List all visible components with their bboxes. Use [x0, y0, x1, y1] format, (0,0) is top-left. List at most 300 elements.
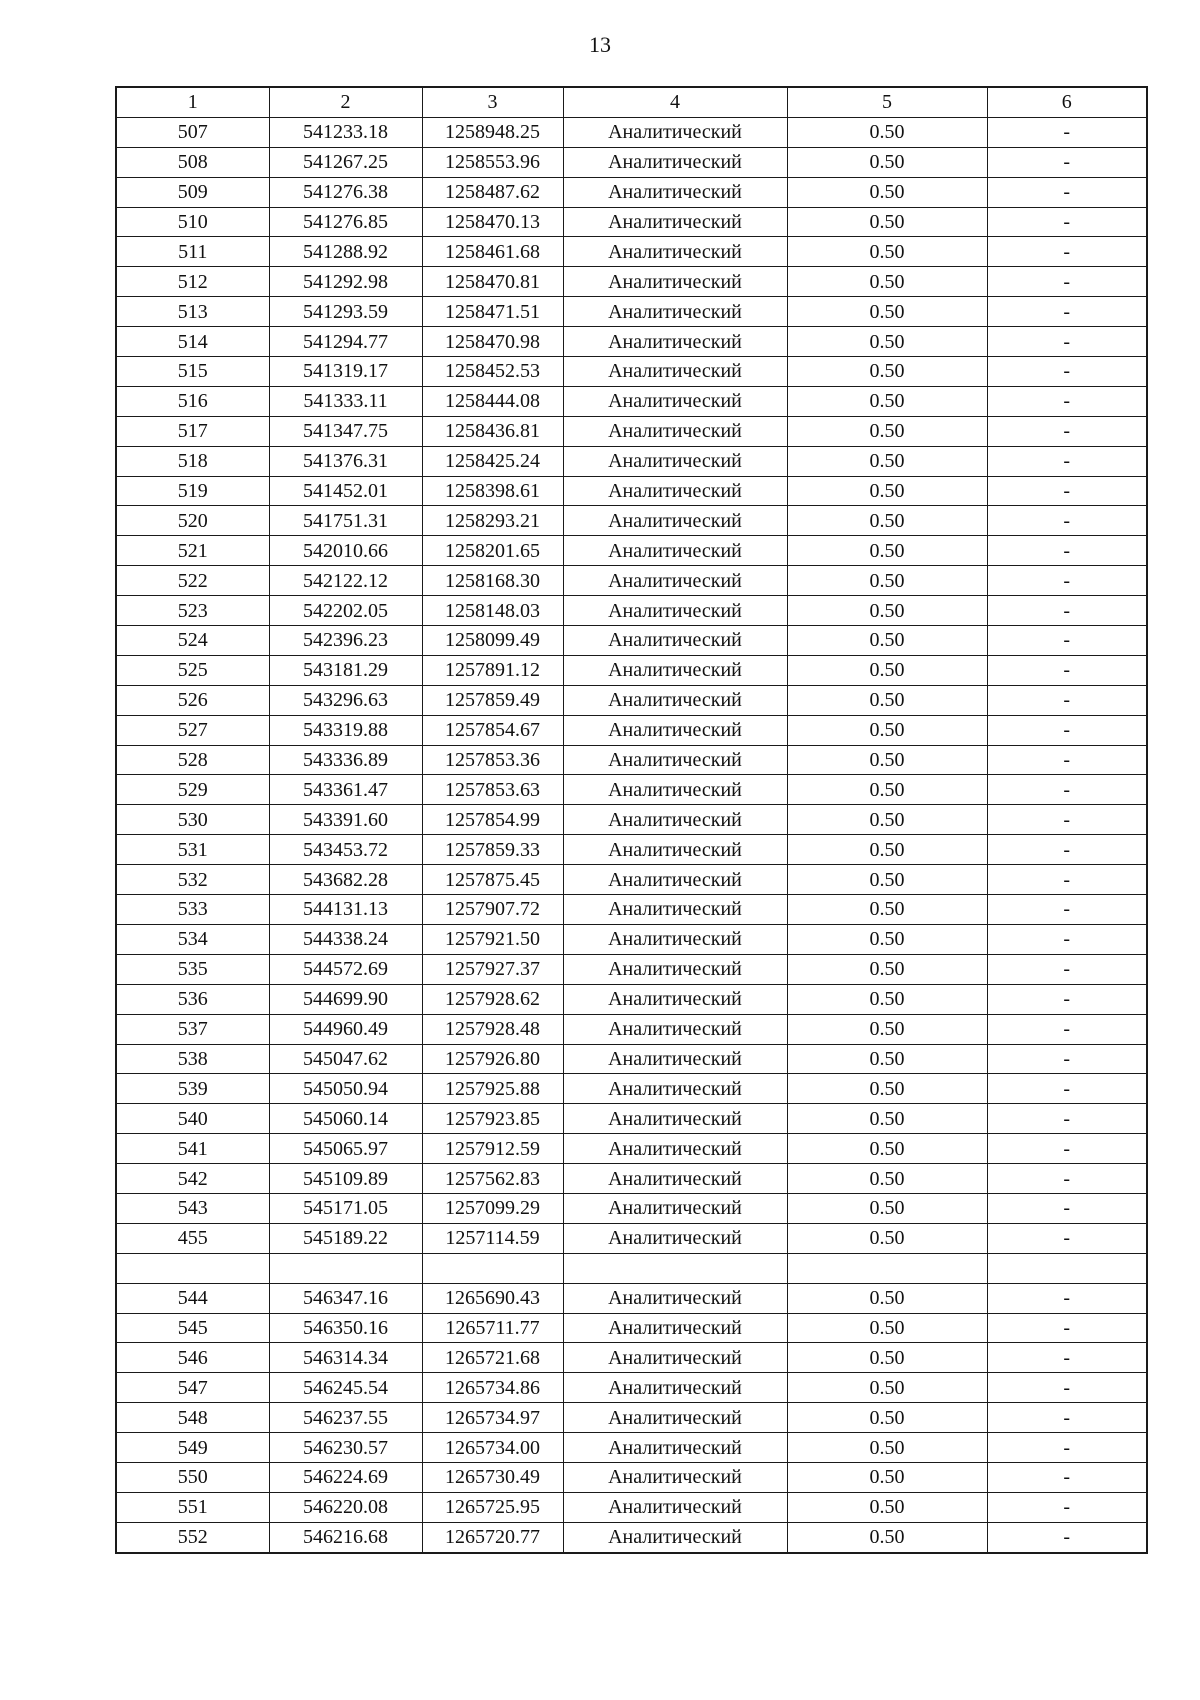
method-cell: Аналитический [563, 536, 787, 566]
point-number-cell: 539 [116, 1074, 269, 1104]
y-coordinate-cell: 1258452.53 [422, 357, 563, 387]
column-header: 1 [116, 87, 269, 117]
method-cell: Аналитический [563, 147, 787, 177]
method-cell: Аналитический [563, 1164, 787, 1194]
note-cell: - [987, 327, 1147, 357]
column-header: 5 [787, 87, 987, 117]
method-cell: Аналитический [563, 386, 787, 416]
method-cell: Аналитический [563, 566, 787, 596]
note-cell: - [987, 1134, 1147, 1164]
y-coordinate-cell: 1257907.72 [422, 895, 563, 925]
table-row [116, 1074, 1147, 1104]
note-cell: - [987, 1223, 1147, 1253]
note-cell: - [987, 207, 1147, 237]
accuracy-cell: 0.50 [787, 1044, 987, 1074]
method-cell: Аналитический [563, 1044, 787, 1074]
point-number-cell: 540 [116, 1104, 269, 1134]
y-coordinate-cell: 1258425.24 [422, 446, 563, 476]
y-coordinate-cell: 1257891.12 [422, 655, 563, 685]
method-cell: Аналитический [563, 626, 787, 656]
accuracy-cell: 0.50 [787, 207, 987, 237]
note-cell: - [987, 536, 1147, 566]
x-coordinate-cell: 544699.90 [269, 984, 422, 1014]
x-coordinate-cell: 545047.62 [269, 1044, 422, 1074]
accuracy-cell: 0.50 [787, 715, 987, 745]
accuracy-cell: 0.50 [787, 685, 987, 715]
point-number-cell: 521 [116, 536, 269, 566]
y-coordinate-cell: 1258470.13 [422, 207, 563, 237]
accuracy-cell: 0.50 [787, 596, 987, 626]
x-coordinate-cell: 543391.60 [269, 805, 422, 835]
accuracy-cell: 0.50 [787, 476, 987, 506]
x-coordinate-cell: 541276.38 [269, 177, 422, 207]
point-number-cell: 550 [116, 1462, 269, 1492]
table-row [116, 1403, 1147, 1433]
table-row [116, 117, 1147, 147]
accuracy-cell: 0.50 [787, 536, 987, 566]
x-coordinate-cell: 546350.16 [269, 1313, 422, 1343]
method-cell: Аналитический [563, 775, 787, 805]
point-number-cell: 510 [116, 207, 269, 237]
x-coordinate-cell: 545109.89 [269, 1164, 422, 1194]
table-row [116, 1283, 1147, 1313]
method-cell: Аналитический [563, 865, 787, 895]
table-row [116, 1253, 1147, 1283]
note-cell: - [987, 1104, 1147, 1134]
note-cell: - [987, 835, 1147, 865]
x-coordinate-cell: 544131.13 [269, 895, 422, 925]
y-coordinate-cell: 1258461.68 [422, 237, 563, 267]
y-coordinate-cell: 1257921.50 [422, 924, 563, 954]
table-row [116, 1462, 1147, 1492]
point-number-cell: 538 [116, 1044, 269, 1074]
table-body [116, 117, 1147, 1552]
note-cell: - [987, 117, 1147, 147]
point-number-cell [116, 1253, 269, 1283]
accuracy-cell: 0.50 [787, 1343, 987, 1373]
table-row [116, 924, 1147, 954]
table-row [116, 1373, 1147, 1403]
method-cell: Аналитический [563, 446, 787, 476]
y-coordinate-cell: 1258099.49 [422, 626, 563, 656]
point-number-cell: 531 [116, 835, 269, 865]
accuracy-cell: 0.50 [787, 626, 987, 656]
y-coordinate-cell: 1258470.98 [422, 327, 563, 357]
accuracy-cell: 0.50 [787, 566, 987, 596]
point-number-cell: 543 [116, 1193, 269, 1223]
point-number-cell: 537 [116, 1014, 269, 1044]
method-cell: Аналитический [563, 327, 787, 357]
table-row [116, 207, 1147, 237]
point-number-cell: 533 [116, 895, 269, 925]
x-coordinate-cell: 541452.01 [269, 476, 422, 506]
method-cell: Аналитический [563, 1373, 787, 1403]
note-cell: - [987, 745, 1147, 775]
table-row [116, 1522, 1147, 1552]
table-row [116, 745, 1147, 775]
table-row [116, 506, 1147, 536]
method-cell: Аналитический [563, 1433, 787, 1463]
point-number-cell: 546 [116, 1343, 269, 1373]
note-cell: - [987, 895, 1147, 925]
note-cell: - [987, 685, 1147, 715]
table-row [116, 954, 1147, 984]
x-coordinate-cell: 541376.31 [269, 446, 422, 476]
table-row [116, 327, 1147, 357]
point-number-cell: 549 [116, 1433, 269, 1463]
x-coordinate-cell: 546224.69 [269, 1462, 422, 1492]
table-row [116, 566, 1147, 596]
accuracy-cell: 0.50 [787, 1522, 987, 1552]
accuracy-cell: 0.50 [787, 655, 987, 685]
x-coordinate-cell: 541333.11 [269, 386, 422, 416]
note-cell: - [987, 1343, 1147, 1373]
accuracy-cell: 0.50 [787, 1014, 987, 1044]
method-cell: Аналитический [563, 1223, 787, 1253]
table-row [116, 865, 1147, 895]
note-cell: - [987, 1433, 1147, 1463]
point-number-cell: 530 [116, 805, 269, 835]
y-coordinate-cell [422, 1253, 563, 1283]
point-number-cell: 520 [116, 506, 269, 536]
point-number-cell: 507 [116, 117, 269, 147]
accuracy-cell: 0.50 [787, 416, 987, 446]
y-coordinate-cell: 1257912.59 [422, 1134, 563, 1164]
method-cell: Аналитический [563, 1014, 787, 1044]
accuracy-cell: 0.50 [787, 506, 987, 536]
point-number-cell: 524 [116, 626, 269, 656]
method-cell: Аналитический [563, 895, 787, 925]
note-cell: - [987, 386, 1147, 416]
method-cell: Аналитический [563, 745, 787, 775]
x-coordinate-cell: 543181.29 [269, 655, 422, 685]
point-number-cell: 541 [116, 1134, 269, 1164]
accuracy-cell: 0.50 [787, 895, 987, 925]
method-cell: Аналитический [563, 1522, 787, 1552]
point-number-cell: 513 [116, 297, 269, 327]
y-coordinate-cell: 1258444.08 [422, 386, 563, 416]
y-coordinate-cell: 1257853.63 [422, 775, 563, 805]
y-coordinate-cell: 1265734.86 [422, 1373, 563, 1403]
note-cell: - [987, 1014, 1147, 1044]
accuracy-cell: 0.50 [787, 865, 987, 895]
page-number: 13 [589, 32, 611, 57]
y-coordinate-cell: 1265711.77 [422, 1313, 563, 1343]
x-coordinate-cell: 541233.18 [269, 117, 422, 147]
accuracy-cell: 0.50 [787, 327, 987, 357]
point-number-cell: 534 [116, 924, 269, 954]
x-coordinate-cell: 545065.97 [269, 1134, 422, 1164]
table-row [116, 835, 1147, 865]
x-coordinate-cell: 544338.24 [269, 924, 422, 954]
point-number-cell: 528 [116, 745, 269, 775]
point-number-cell: 522 [116, 566, 269, 596]
note-cell: - [987, 1373, 1147, 1403]
accuracy-cell: 0.50 [787, 267, 987, 297]
x-coordinate-cell: 543361.47 [269, 775, 422, 805]
x-coordinate-cell: 541276.85 [269, 207, 422, 237]
method-cell: Аналитический [563, 835, 787, 865]
method-cell: Аналитический [563, 267, 787, 297]
column-header: 3 [422, 87, 563, 117]
accuracy-cell: 0.50 [787, 984, 987, 1014]
x-coordinate-cell: 546237.55 [269, 1403, 422, 1433]
point-number-cell: 529 [116, 775, 269, 805]
note-cell: - [987, 1462, 1147, 1492]
method-cell: Аналитический [563, 1403, 787, 1433]
table-row [116, 655, 1147, 685]
point-number-cell: 552 [116, 1522, 269, 1552]
method-cell: Аналитический [563, 1313, 787, 1343]
point-number-cell: 514 [116, 327, 269, 357]
note-cell: - [987, 1044, 1147, 1074]
point-number-cell: 515 [116, 357, 269, 387]
x-coordinate-cell: 541347.75 [269, 416, 422, 446]
y-coordinate-cell: 1258487.62 [422, 177, 563, 207]
accuracy-cell: 0.50 [787, 1433, 987, 1463]
accuracy-cell: 0.50 [787, 1403, 987, 1433]
x-coordinate-cell: 545050.94 [269, 1074, 422, 1104]
table-row [116, 626, 1147, 656]
y-coordinate-cell: 1265730.49 [422, 1462, 563, 1492]
x-coordinate-cell: 541267.25 [269, 147, 422, 177]
table-row [116, 297, 1147, 327]
method-cell: Аналитический [563, 805, 787, 835]
method-cell [563, 1253, 787, 1283]
point-number-cell: 508 [116, 147, 269, 177]
x-coordinate-cell: 541751.31 [269, 506, 422, 536]
point-number-cell: 511 [116, 237, 269, 267]
x-coordinate-cell: 542010.66 [269, 536, 422, 566]
table-row [116, 267, 1147, 297]
note-cell: - [987, 626, 1147, 656]
table-row [116, 237, 1147, 267]
method-cell: Аналитический [563, 685, 787, 715]
table-row [116, 357, 1147, 387]
x-coordinate-cell: 546230.57 [269, 1433, 422, 1463]
note-cell: - [987, 805, 1147, 835]
accuracy-cell: 0.50 [787, 745, 987, 775]
table-row [116, 1044, 1147, 1074]
point-number-cell: 544 [116, 1283, 269, 1313]
column-header: 2 [269, 87, 422, 117]
method-cell: Аналитический [563, 984, 787, 1014]
x-coordinate-cell: 544572.69 [269, 954, 422, 984]
note-cell: - [987, 715, 1147, 745]
method-cell: Аналитический [563, 655, 787, 685]
x-coordinate-cell: 545189.22 [269, 1223, 422, 1253]
note-cell: - [987, 1164, 1147, 1194]
note-cell: - [987, 596, 1147, 626]
point-number-cell: 536 [116, 984, 269, 1014]
note-cell: - [987, 476, 1147, 506]
x-coordinate-cell: 542396.23 [269, 626, 422, 656]
method-cell: Аналитический [563, 954, 787, 984]
accuracy-cell: 0.50 [787, 386, 987, 416]
note-cell: - [987, 1492, 1147, 1522]
accuracy-cell: 0.50 [787, 1134, 987, 1164]
y-coordinate-cell: 1258470.81 [422, 267, 563, 297]
x-coordinate-cell: 546220.08 [269, 1492, 422, 1522]
accuracy-cell: 0.50 [787, 1164, 987, 1194]
x-coordinate-cell: 542122.12 [269, 566, 422, 596]
x-coordinate-cell: 545060.14 [269, 1104, 422, 1134]
accuracy-cell: 0.50 [787, 1313, 987, 1343]
point-number-cell: 519 [116, 476, 269, 506]
note-cell: - [987, 1522, 1147, 1552]
table-row [116, 1134, 1147, 1164]
y-coordinate-cell: 1257859.49 [422, 685, 563, 715]
column-header: 6 [987, 87, 1147, 117]
table-row [116, 416, 1147, 446]
method-cell: Аналитический [563, 1492, 787, 1522]
accuracy-cell: 0.50 [787, 1193, 987, 1223]
y-coordinate-cell: 1257925.88 [422, 1074, 563, 1104]
table-row [116, 1313, 1147, 1343]
note-cell: - [987, 1313, 1147, 1343]
note-cell: - [987, 984, 1147, 1014]
method-cell: Аналитический [563, 715, 787, 745]
method-cell: Аналитический [563, 177, 787, 207]
note-cell: - [987, 297, 1147, 327]
note-cell: - [987, 446, 1147, 476]
x-coordinate-cell: 541292.98 [269, 267, 422, 297]
note-cell: - [987, 954, 1147, 984]
table-row [116, 805, 1147, 835]
x-coordinate-cell: 541319.17 [269, 357, 422, 387]
table-row [116, 177, 1147, 207]
method-cell: Аналитический [563, 1074, 787, 1104]
table-row [116, 1193, 1147, 1223]
note-cell: - [987, 147, 1147, 177]
table-row [116, 446, 1147, 476]
y-coordinate-cell: 1257854.67 [422, 715, 563, 745]
accuracy-cell: 0.50 [787, 805, 987, 835]
note-cell: - [987, 237, 1147, 267]
method-cell: Аналитический [563, 506, 787, 536]
note-cell: - [987, 566, 1147, 596]
y-coordinate-cell: 1258148.03 [422, 596, 563, 626]
table-row [116, 1223, 1147, 1253]
y-coordinate-cell: 1265690.43 [422, 1283, 563, 1313]
accuracy-cell: 0.50 [787, 835, 987, 865]
coordinates-table [115, 86, 1148, 1554]
method-cell: Аналитический [563, 1134, 787, 1164]
table-row [116, 895, 1147, 925]
table-row [116, 984, 1147, 1014]
x-coordinate-cell: 543453.72 [269, 835, 422, 865]
point-number-cell: 516 [116, 386, 269, 416]
note-cell: - [987, 1193, 1147, 1223]
y-coordinate-cell: 1257928.62 [422, 984, 563, 1014]
x-coordinate-cell: 544960.49 [269, 1014, 422, 1044]
method-cell: Аналитический [563, 596, 787, 626]
method-cell: Аналитический [563, 924, 787, 954]
y-coordinate-cell: 1258553.96 [422, 147, 563, 177]
method-cell: Аналитический [563, 416, 787, 446]
point-number-cell: 526 [116, 685, 269, 715]
note-cell: - [987, 775, 1147, 805]
method-cell: Аналитический [563, 476, 787, 506]
x-coordinate-cell: 543682.28 [269, 865, 422, 895]
point-number-cell: 455 [116, 1223, 269, 1253]
point-number-cell: 545 [116, 1313, 269, 1343]
point-number-cell: 532 [116, 865, 269, 895]
x-coordinate-cell: 546216.68 [269, 1522, 422, 1552]
point-number-cell: 535 [116, 954, 269, 984]
table-row [116, 476, 1147, 506]
x-coordinate-cell: 545171.05 [269, 1193, 422, 1223]
y-coordinate-cell: 1258293.21 [422, 506, 563, 536]
column-header: 4 [563, 87, 787, 117]
method-cell: Аналитический [563, 1283, 787, 1313]
y-coordinate-cell: 1257926.80 [422, 1044, 563, 1074]
method-cell: Аналитический [563, 357, 787, 387]
accuracy-cell: 0.50 [787, 1462, 987, 1492]
accuracy-cell: 0.50 [787, 446, 987, 476]
point-number-cell: 551 [116, 1492, 269, 1522]
point-number-cell: 512 [116, 267, 269, 297]
note-cell: - [987, 506, 1147, 536]
y-coordinate-cell: 1257875.45 [422, 865, 563, 895]
table-row [116, 1343, 1147, 1373]
table-header-row [116, 87, 1147, 117]
accuracy-cell: 0.50 [787, 954, 987, 984]
note-cell: - [987, 655, 1147, 685]
x-coordinate-cell: 546347.16 [269, 1283, 422, 1313]
y-coordinate-cell: 1258201.65 [422, 536, 563, 566]
y-coordinate-cell: 1258398.61 [422, 476, 563, 506]
method-cell: Аналитический [563, 297, 787, 327]
table-row [116, 536, 1147, 566]
accuracy-cell: 0.50 [787, 1104, 987, 1134]
point-number-cell: 518 [116, 446, 269, 476]
accuracy-cell: 0.50 [787, 147, 987, 177]
x-coordinate-cell: 541294.77 [269, 327, 422, 357]
table-row [116, 1014, 1147, 1044]
note-cell: - [987, 1283, 1147, 1313]
point-number-cell: 527 [116, 715, 269, 745]
point-number-cell: 517 [116, 416, 269, 446]
y-coordinate-cell: 1265721.68 [422, 1343, 563, 1373]
x-coordinate-cell: 543296.63 [269, 685, 422, 715]
method-cell: Аналитический [563, 1462, 787, 1492]
x-coordinate-cell: 546314.34 [269, 1343, 422, 1373]
note-cell: - [987, 416, 1147, 446]
note-cell: - [987, 177, 1147, 207]
point-number-cell: 548 [116, 1403, 269, 1433]
method-cell: Аналитический [563, 117, 787, 147]
table-row [116, 147, 1147, 177]
table-row [116, 1492, 1147, 1522]
y-coordinate-cell: 1265725.95 [422, 1492, 563, 1522]
x-coordinate-cell: 541288.92 [269, 237, 422, 267]
note-cell [987, 1253, 1147, 1283]
method-cell: Аналитический [563, 207, 787, 237]
x-coordinate-cell: 541293.59 [269, 297, 422, 327]
x-coordinate-cell: 542202.05 [269, 596, 422, 626]
accuracy-cell: 0.50 [787, 1373, 987, 1403]
method-cell: Аналитический [563, 1193, 787, 1223]
note-cell: - [987, 865, 1147, 895]
y-coordinate-cell: 1258471.51 [422, 297, 563, 327]
y-coordinate-cell: 1258168.30 [422, 566, 563, 596]
accuracy-cell: 0.50 [787, 297, 987, 327]
note-cell: - [987, 1074, 1147, 1104]
y-coordinate-cell: 1258436.81 [422, 416, 563, 446]
accuracy-cell: 0.50 [787, 1492, 987, 1522]
accuracy-cell: 0.50 [787, 924, 987, 954]
